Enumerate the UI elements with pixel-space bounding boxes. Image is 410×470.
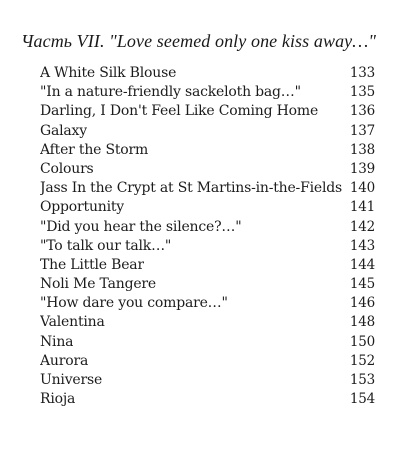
toc-entry-title: The Little Bear: [40, 256, 144, 273]
toc-entry-page: 152: [349, 352, 375, 369]
toc-entry-title: Universe: [40, 372, 103, 388]
toc-entry: [40, 83, 375, 102]
toc-entry-page: 145: [349, 276, 375, 293]
toc-entry-title: Rioja: [40, 391, 76, 408]
toc-entry: [40, 218, 375, 237]
toc-entry: [40, 198, 375, 217]
toc-entry-page: 150: [349, 333, 375, 350]
toc-entry: [40, 141, 375, 160]
toc-entry-title: Jass In the Crypt at St Martins-in-the-Fields: [40, 180, 342, 197]
toc-entry-title: Opportunity: [40, 199, 124, 216]
toc-entry-page: 136: [349, 103, 375, 120]
toc-entry-title: "In a nature-friendly sackeloth bag…": [40, 84, 301, 101]
toc-entry-page: 138: [349, 141, 375, 158]
toc-entry: [40, 179, 375, 198]
toc-entry-title: After the Storm: [40, 141, 149, 158]
toc-entry-page: 137: [349, 122, 375, 139]
toc-entry-title: Galaxy: [40, 122, 87, 139]
toc-entry: [40, 294, 375, 313]
toc-entry-title: "How dare you compare…": [40, 295, 228, 312]
toc-entry-page: 143: [349, 237, 375, 254]
toc-entry-page: 133: [349, 65, 375, 81]
toc-entry-title: Aurora: [40, 352, 89, 369]
toc-entry-title: Nina: [40, 333, 74, 350]
toc-entry-page: 140: [349, 180, 375, 197]
toc-entry: [40, 237, 375, 256]
toc-entry-page: 146: [349, 295, 375, 312]
toc-entry: [40, 352, 375, 371]
toc-entry-title: Valentina: [40, 314, 105, 331]
part-title: Часть VII. "Love seemed only one kiss away…": [21, 31, 377, 51]
toc-entry-page: 144: [349, 256, 375, 273]
toc-entry: [40, 64, 375, 83]
toc-entry-title: Colours: [40, 160, 94, 177]
toc-entry: [40, 275, 375, 294]
toc-entry: [40, 371, 375, 390]
toc-entry: [40, 256, 375, 275]
toc-entry-title: Noli Me Tangere: [40, 276, 156, 293]
toc-entry: [40, 390, 375, 409]
toc-entry-page: 154: [349, 391, 375, 408]
toc-entry: [40, 102, 375, 121]
toc-entry: [40, 313, 375, 332]
toc-entry-page: 135: [349, 84, 375, 101]
toc-entry: [40, 160, 375, 179]
toc-entry-page: 148: [349, 314, 375, 331]
toc-entry: [40, 122, 375, 141]
toc-entry-page: 139: [349, 160, 375, 177]
toc-entry-page: 153: [349, 372, 375, 388]
toc-entry-title: "Did you hear the silence?…": [40, 218, 242, 235]
toc-entry: [40, 333, 375, 352]
toc-entry-title: Darling, I Don't Feel Like Coming Home: [40, 103, 319, 120]
toc-entry-page: 142: [349, 218, 375, 235]
toc-entry-title: A White Silk Blouse: [40, 65, 177, 81]
toc-entry-page: 141: [349, 199, 375, 216]
toc-entry-title: "To talk our talk…": [40, 237, 172, 254]
table-of-contents: [40, 64, 375, 409]
